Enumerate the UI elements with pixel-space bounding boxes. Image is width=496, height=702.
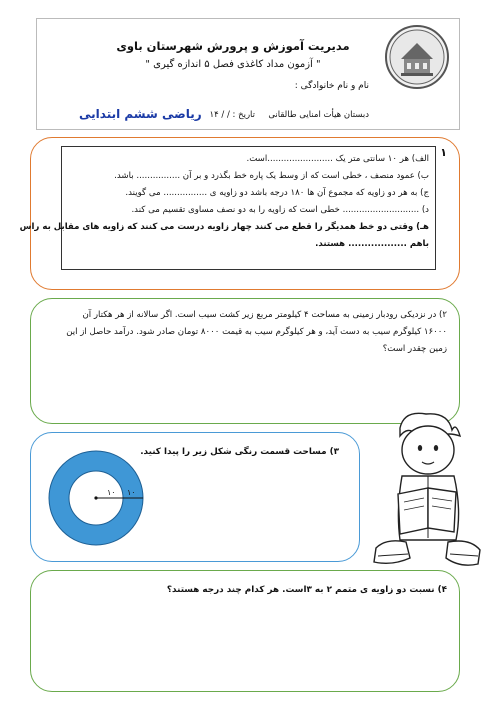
date-field: تاریخ : / / ۱۴ — [209, 110, 255, 120]
center-point — [94, 496, 97, 499]
exam-subtitle: " آزمون مداد کاغذی فصل ۵ اندازه گیری " — [145, 59, 321, 70]
question-2-text — [43, 307, 447, 358]
student-name-label: نام و نام خانوادگی : — [294, 81, 369, 91]
question-1-box — [19, 137, 460, 290]
q1-line-b: ب) عمود منصف ، خطی است که از وسط یک پاره خط بگذرد و بر آن ................ باشد. — [114, 171, 429, 181]
ring-figure — [47, 449, 145, 547]
q2-line-2: ۱۶۰۰۰ کیلوگرم سیب به دست آید، و هر کیلوگرم سیب به قیمت ۸۰۰۰ تومان صادر شود. درآمد حاصل از این — [66, 327, 447, 337]
question-1-number: ۱ — [440, 146, 447, 159]
subject-title: ریاضی ششم ابتدایی — [79, 107, 202, 121]
question-3-box — [30, 432, 360, 562]
reading-child-illustration — [356, 410, 490, 580]
q1-line-e: هـ) وقتی دو خط همدیگر را قطع می کنند چهار زاویه درست می کنند که زاویه های مقابل به راس — [19, 222, 429, 232]
q1-line-a: الف) هر ۱۰ سانتی متر یک ........................است. — [246, 154, 429, 164]
question-3-text: ۳) مساحت قسمت رنگی شکل زیر را پیدا کنید. — [140, 447, 339, 457]
exam-header — [36, 18, 460, 130]
q2-line-3: زمین چقدر است؟ — [382, 344, 447, 354]
question-4-text: ۴) نسبت دو زاویه ی متمم ۲ به ۳است. هر کدام چند درجه هستند؟ — [166, 585, 447, 595]
school-logo — [385, 25, 449, 89]
outer-radius-label: ۱۰ — [127, 488, 136, 497]
q2-line-1: ۲) در نزدیکی رودبار زمینی به مساحت ۴ کیلومتر مربع زیر کشت سیب است. اگر سالانه از هر هکتار آن — [82, 310, 447, 320]
question-1-frame — [19, 146, 436, 270]
organization-title: مدیریت آموزش و پرورش شهرستان باوی — [116, 39, 350, 53]
inner-radius-label: ۱۰ — [107, 488, 116, 497]
school-name: دبستان هیأت امنایی طالقانی — [268, 110, 369, 120]
q1-line-c: ج) به هر دو زاویه که مجموع آن ها ۱۸۰ درجه باشد دو زاویه ی ................ می گویند. — [125, 188, 429, 198]
q1-line-e-cont: باهم .................. هستند. — [315, 239, 429, 249]
q1-line-d: د) ............................ خطی است که زاویه را به دو نصف مساوی تقسیم می کند. — [131, 205, 429, 215]
info-row — [43, 107, 373, 125]
question-2-box — [30, 298, 460, 424]
question-4-box — [30, 570, 460, 692]
